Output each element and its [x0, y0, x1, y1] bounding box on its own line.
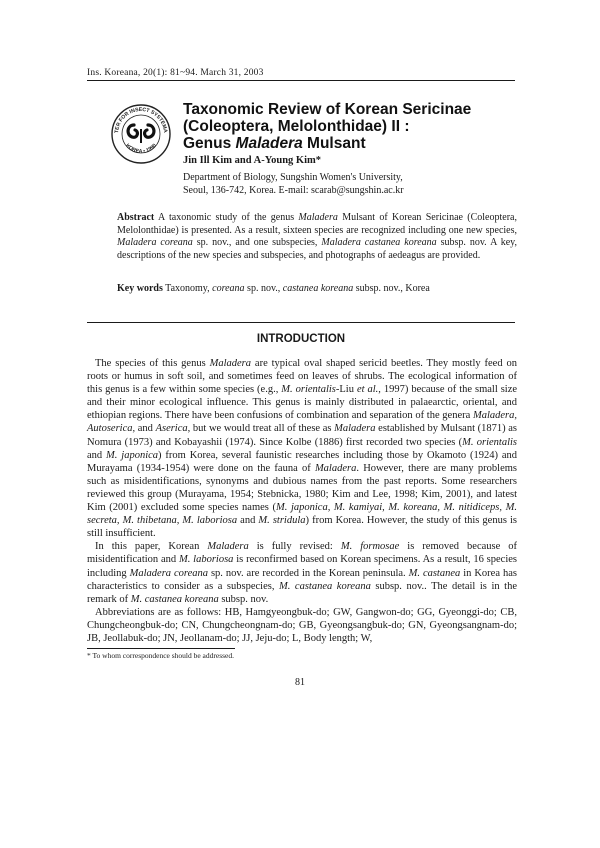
society-logo — [110, 103, 172, 165]
title-line-3: Genus Maladera Mulsant — [183, 135, 366, 152]
journal-citation: Ins. Koreana, 20(1): 81~94. March 31, 2003 — [87, 68, 264, 78]
logo-top-text: TER FOR INSECT SYSTEMA — [113, 106, 168, 134]
affiliation-line-1: Department of Biology, Sungshin Women's University, — [183, 172, 403, 183]
introduction-body — [87, 357, 517, 645]
title-line-1: Taxonomic Review of Korean Sericinae — [183, 101, 472, 118]
paragraph-3: Abbreviations are as follows: HB, Hamgyeongbuk-do; GW, Gangwon-do; GG, Gyeonggi-do; CB, Chungcheongbuk-do; CN, Chungcheongnam-do; GB, Gyeongsangbuk-do; GN, Gyeongsangnam-do; JB, Jeollabuk-do; JN, Jeollanam-do; JJ, Jeju-do; L, Body length; W, — [87, 606, 517, 644]
section-heading-introduction: INTRODUCTION — [256, 333, 346, 345]
author-list: Jin Ill Kim and A-Young Kim* — [183, 155, 321, 166]
paragraph-1: The species of this genus Maladera are typical oval shaped sericid beetles. They mostly feed on roots or humus in soft soil, and sometimes feed on leaves of shrubs. The ecological information of this genus is a few within some species (e.g., M. orientalis-Liu et al., 1997) because of the small size and their minor ecological influence. This genus is mainly distributed in palaearctic, oriental, and ethiopian regions. There have been confusions of combination and separation of the genera Maladera, Autoserica, and Aserica, but we would treat all of these as Maladera established by Mulsant (1871) as Nomura (1973) and Kobayashii (1974). Since Kolbe (1886) first recorded two species (M. orientalis and M. japonica) from Korea, several faunistic researches including those by Okamoto (1924) and Murayama (1934-1954) were done on the fauna of Maladera. However, there are many problems such as misidentifications, synonyms and dubious names from the past reports. Some researchers reviewed this group (Murayama, 1954; Stebnicka, 1980; Kim and Lee, 1998; Kim, 2001), and latest Kim (2001) excluded some species names (M. japonica, M. kamiyai, M. koreana, M. nitidiceps, M. secreta, M. thibetana, M. laboriosa and M. stridula) from Korea. However, the study of this genus is still insufficient. — [87, 358, 518, 540]
page-number: 81 — [295, 677, 305, 688]
svg-text:KOREA • 1990 — [124, 143, 158, 155]
affiliation-line-2: Seoul, 136-742, Korea. E-mail: scarab@sungshin.ac.kr — [183, 184, 404, 196]
abstract: Abstract A taxonomic study of the genus Maladera Mulsant of Korean Sericinae (Coleoptera, Melolonthidae) is presented. As a result, sixteen species are recognized including one new species, Maladera coreana sp. nov., and one subspecies, Maladera castanea koreana subsp. nov. A key, descriptions of the new species and subspecies, and photographs of aedeagus are provided. — [117, 212, 517, 261]
title-line-2: (Coleoptera, Melolonthidae) II : — [183, 118, 410, 135]
keywords-label: Key words — [117, 283, 163, 294]
section-rule — [87, 322, 515, 323]
footnote-rule — [87, 648, 235, 649]
keywords: Key words Taxonomy, coreana sp. nov., castanea koreana subsp. nov., Korea — [117, 283, 430, 294]
affiliation — [183, 172, 513, 197]
logo-bottom-text: KOREA • 1990 — [124, 142, 158, 155]
footnote: * To whom correspondence should be addressed. — [87, 651, 235, 660]
abstract-label: Abstract — [117, 212, 155, 223]
header-rule — [87, 80, 515, 81]
paragraph-2: In this paper, Korean Maladera is fully revised: M. formosae is removed because of misidentification and M. laboriosa is reconfirmed based on Korean specimens. As a result, 16 species including Maladera coreana sp. nov. are recorded in the Korean peninsula. M. castanea in Korea has characteristics to consider as a subspecies, M. castanea koreana subsp. nov.. The detail is in the remark of M. castanea koreana subsp. nov. — [87, 541, 517, 605]
paper-title — [183, 101, 513, 152]
